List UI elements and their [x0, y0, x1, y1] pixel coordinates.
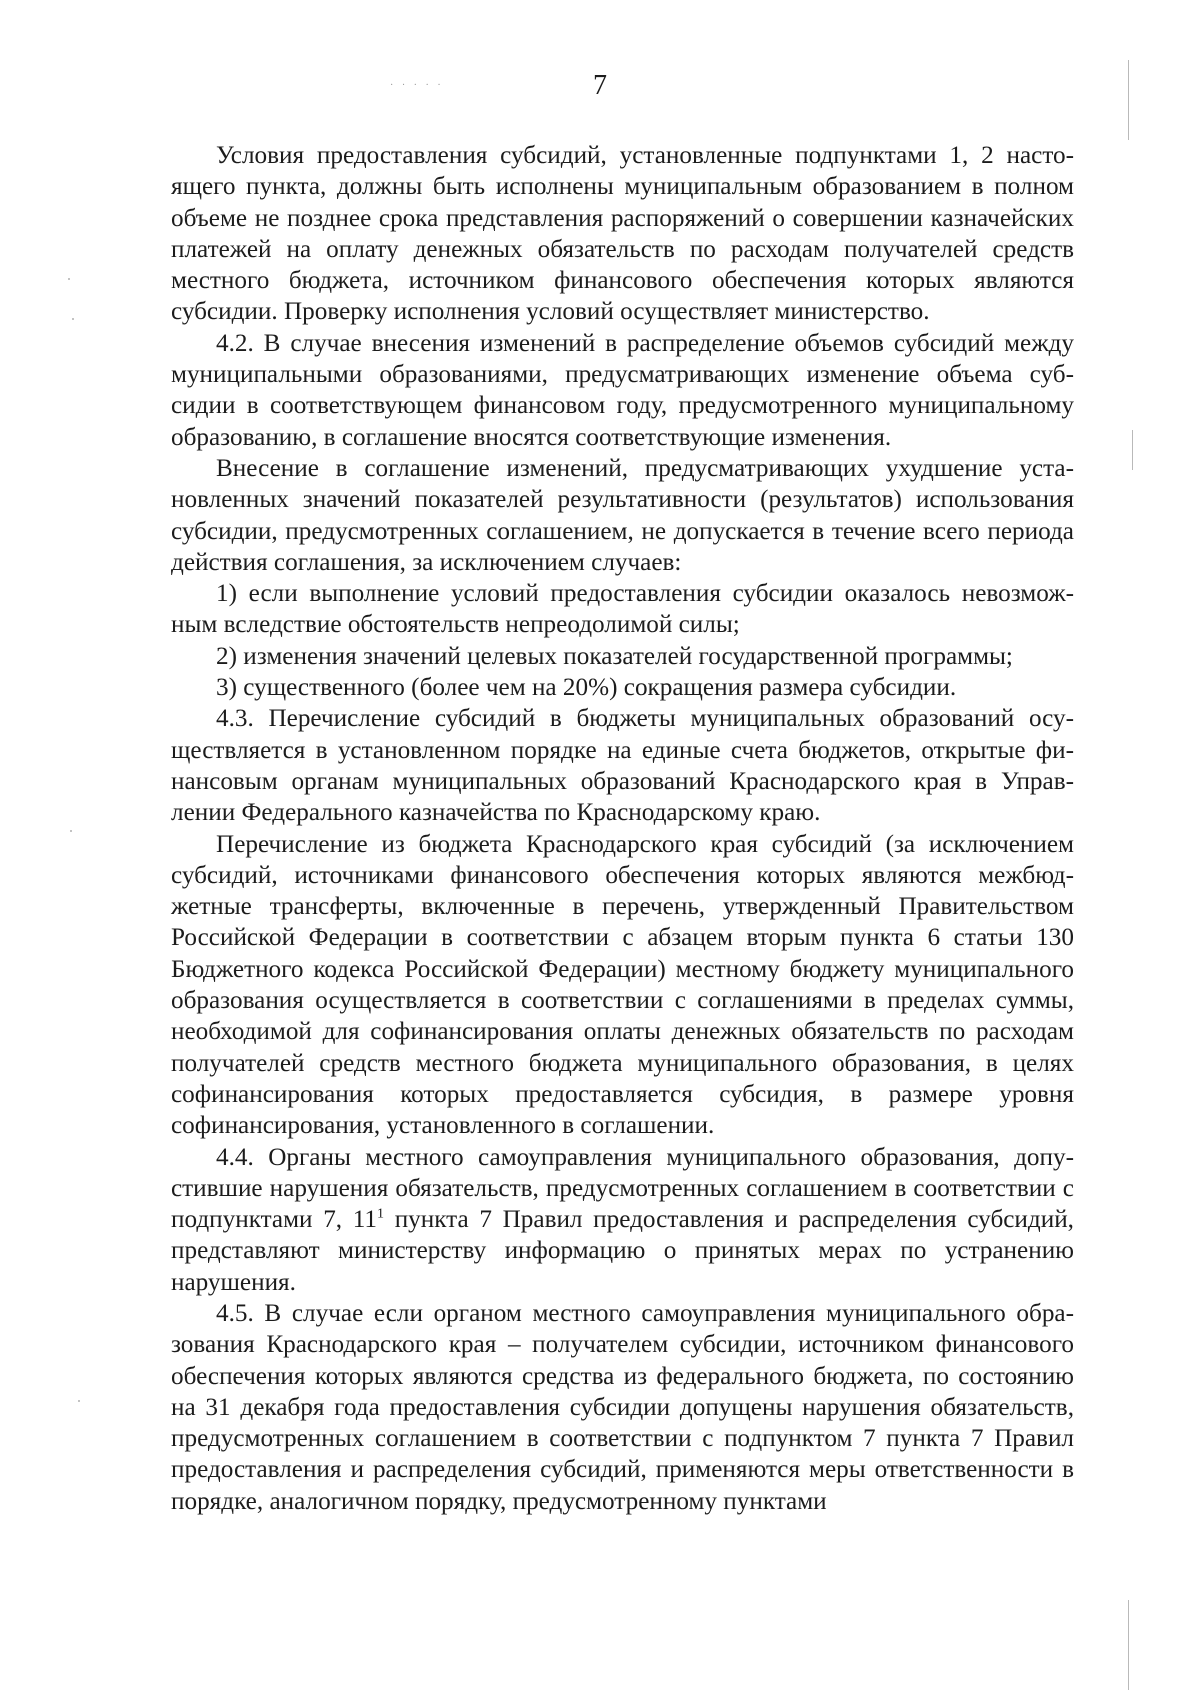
- paragraph-amendments: Внесение в соглашение изменений, предусматривающих ухудшение установленных значений показателей результативности (результатов) использования субсидии, предусмотренных соглашением, не допускается в течение всего периода действия соглашения, за исключением случаев:: [171, 454, 1074, 576]
- paragraph-4-4-text-b: пункта 7 Правил предоставления и распределения субсидий, представляют министерству информацию о принятых мерах по устранению нарушения.: [171, 1206, 1074, 1296]
- superscript: 1: [377, 1206, 385, 1222]
- paragraph-4-3: 4.3. Перечисление субсидий в бюджеты муниципальных образований осуществляется в установленном порядке на единые счета бюджетов, открытые финансовым органам муниципальных образований Краснодарского края в Управлении Федерального казначейства по Краснодарскому краю.: [171, 705, 1074, 827]
- paragraph-4-4-text-a: 4.4. Органы местного самоуправления муниципального образования, допустившие нарушения обязательств, предусмотренных соглашением в соответствии с подпунктами 7, 11: [171, 1143, 1074, 1234]
- paragraph-conditions: Условия предоставления субсидий, установленные подпунктами 1, 2 настоящего пункта, должны быть исполнены муниципальным образованием в полном объеме не позднее срока представления распоряжений о совершении казначейских платежей на оплату денежных обязательств по расходам получателей средств местного бюджета, источником финансового обеспечения которых являются субсидии. Проверку исполнения условий осуществляет министерство.: [171, 142, 1074, 326]
- paragraph-4-2: 4.2. В случае внесения изменений в распределение объемов субсидий между муниципальными образованиями, предусматривающих изменение объема субсидии в соответствующем финансовом году, предусмотренного муниципальному образованию, в соглашение вносятся соответствующие изменения.: [171, 329, 1074, 451]
- scan-speck: [70, 830, 72, 832]
- scan-edge-line: [1128, 1600, 1129, 1690]
- scan-speck: [72, 318, 74, 320]
- document-body: [171, 140, 1074, 1517]
- scan-speck: [68, 278, 70, 280]
- list-item-2: 2) изменения значений целевых показателей государственной программы;: [216, 642, 1013, 670]
- paragraph-4-4: [171, 1142, 1074, 1298]
- list-item-1: 1) если выполнение условий предоставления субсидии оказалось невозможным вследствие обстоятельств непреодолимой силы;: [171, 580, 1074, 639]
- page-number: 7: [593, 70, 607, 101]
- scan-dots: · · · · ·: [390, 80, 444, 91]
- scan-edge-line: [1128, 60, 1129, 140]
- paragraph-transfer: Перечисление из бюджета Краснодарского края субсидий (за исключением субсидий, источниками финансового обеспечения которых являются межбюджетные трансферты, включенные в перечень, утвержденный Правительством Российской Федерации в соответствии с абзацем вторым пункта 6 статьи 130 Бюджетного кодекса Российской Федерации) местному бюджету муниципального образования осуществляется в соответствии с соглашениями в пределах суммы, необходимой для софинансирования оплаты денежных обязательств по расходам получателей средств местного бюджета муниципального образования, в целях софинансирования которых предоставляется субсидия, в размере уровня софинансирования, установленного в соглашении.: [171, 830, 1074, 1140]
- list-item-3: 3) существенного (более чем на 20%) сокращения размера субсидии.: [216, 674, 957, 702]
- scan-edge-line: [1132, 430, 1133, 470]
- scan-speck: [78, 1400, 80, 1402]
- paragraph-4-5: 4.5. В случае если органом местного самоуправления муниципального образования Краснодарского края – получателем субсидии, источником финансового обеспечения которых являются средства из федерального бюджета, по состоянию на 31 декабря года предоставления субсидии допущены нарушения обязательств, предусмотренных соглашением в соответствии с подпунктом 7 пункта 7 Правил предоставления и распределения субсидий, применяются меры ответственности в порядке, аналогичном порядку, предусмотренному пунктами: [171, 1299, 1074, 1515]
